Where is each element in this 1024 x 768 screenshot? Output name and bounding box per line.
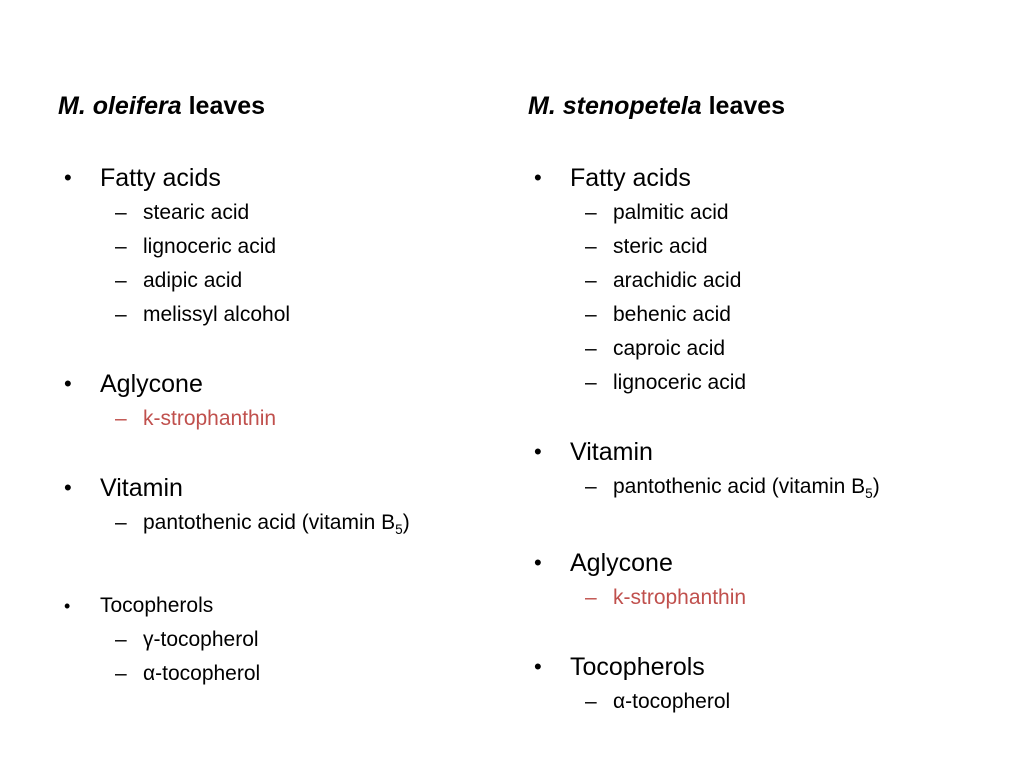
list-item xyxy=(528,264,998,298)
item-text: behenic acid xyxy=(613,303,731,326)
list-item xyxy=(528,332,998,366)
group-label-line xyxy=(58,160,518,196)
bullet-group xyxy=(58,160,518,332)
item-text: palmitic acid xyxy=(613,201,729,224)
group-label-line xyxy=(528,434,998,470)
dash-icon: – xyxy=(585,690,597,714)
subscript: 5 xyxy=(395,522,403,538)
list-item xyxy=(58,623,518,657)
bullet-group xyxy=(58,589,518,691)
subscript: 5 xyxy=(865,486,873,502)
bullet-group xyxy=(58,366,518,436)
group-label: Fatty acids xyxy=(570,164,691,192)
list-item xyxy=(58,402,518,436)
dash-icon: – xyxy=(115,511,127,534)
bullet-dot-icon: • xyxy=(64,596,71,617)
group-label: Tocopherols xyxy=(100,594,214,618)
list-item xyxy=(58,657,518,691)
list-item xyxy=(528,470,998,511)
group-label: Vitamin xyxy=(100,474,183,502)
bullet-group xyxy=(528,160,998,400)
bullet-dot-icon: • xyxy=(534,550,542,576)
bullet-dot-icon: • xyxy=(64,371,72,396)
group-label-line xyxy=(528,160,998,196)
item-text: γ-tocopherol xyxy=(143,628,259,652)
item-text: lignoceric acid xyxy=(143,235,277,258)
list-item xyxy=(528,230,998,264)
item-text: α-tocopherol xyxy=(143,662,261,686)
item-text: α-tocopherol xyxy=(613,690,731,714)
title-suffix: leaves xyxy=(181,92,266,120)
item-text: steric acid xyxy=(613,235,708,258)
dash-icon: – xyxy=(115,628,127,652)
group-label-line xyxy=(58,470,518,506)
item-text: arachidic acid xyxy=(613,269,742,292)
dash-icon: – xyxy=(585,269,597,292)
group-label-line xyxy=(528,545,998,581)
item-text: stearic acid xyxy=(143,201,250,224)
dash-icon: – xyxy=(585,586,597,610)
dash-icon: – xyxy=(585,303,597,326)
list-item xyxy=(58,196,518,230)
dash-icon: – xyxy=(115,303,127,326)
list-item xyxy=(528,581,998,615)
item-text: pantothenic acid (vitamin $B_5$) xyxy=(613,475,880,502)
bullet-dot-icon: • xyxy=(534,165,542,190)
item-text: lignoceric acid xyxy=(613,371,747,394)
dash-icon: – xyxy=(115,407,127,430)
list-item xyxy=(58,506,518,547)
column-stenopetela xyxy=(528,88,998,719)
title-suffix: leaves xyxy=(701,92,786,120)
list-item xyxy=(528,366,998,400)
item-text: pantothenic acid (vitamin $B_5$) xyxy=(143,511,410,538)
item-text: caproic acid xyxy=(613,337,726,360)
column-title xyxy=(528,88,998,124)
dash-icon: – xyxy=(115,235,127,258)
species-name: M. stenopetela xyxy=(528,92,702,120)
group-label-line xyxy=(528,649,998,685)
item-text: k-strophanthin xyxy=(613,586,747,610)
item-text: k-strophanthin xyxy=(143,407,277,430)
dash-icon: – xyxy=(585,235,597,258)
list-item xyxy=(58,298,518,332)
bullet-list xyxy=(58,160,518,691)
list-item xyxy=(58,264,518,298)
column-oleifera xyxy=(58,88,518,691)
item-text: melissyl alcohol xyxy=(143,303,291,326)
list-item xyxy=(528,298,998,332)
bullet-dot-icon: • xyxy=(64,475,72,500)
bullet-group xyxy=(528,434,998,511)
group-label: Fatty acids xyxy=(100,164,221,192)
group-label: Aglycone xyxy=(100,370,203,398)
dash-icon: – xyxy=(585,201,597,224)
dash-icon: – xyxy=(115,662,127,686)
dash-icon: – xyxy=(115,269,127,292)
list-item xyxy=(528,196,998,230)
bullet-dot-icon: • xyxy=(534,439,542,464)
dash-icon: – xyxy=(115,201,127,224)
column-title xyxy=(58,88,518,124)
list-item xyxy=(58,230,518,264)
group-label: Aglycone xyxy=(570,549,673,578)
list-item xyxy=(528,685,998,719)
bullet-group xyxy=(528,649,998,719)
bullet-group xyxy=(528,545,998,615)
bullet-group xyxy=(58,470,518,547)
group-label-line xyxy=(58,366,518,402)
bullet-list xyxy=(528,160,998,719)
dash-icon: – xyxy=(585,371,597,394)
dash-icon: – xyxy=(585,337,597,360)
group-label: Tocopherols xyxy=(570,653,705,682)
species-name: M. oleifera xyxy=(58,92,182,120)
bullet-dot-icon: • xyxy=(64,165,72,190)
group-label: Vitamin xyxy=(570,438,653,466)
item-text: adipic acid xyxy=(143,269,243,292)
dash-icon: – xyxy=(585,475,597,498)
group-label-line xyxy=(58,589,518,623)
bullet-dot-icon: • xyxy=(534,654,542,680)
